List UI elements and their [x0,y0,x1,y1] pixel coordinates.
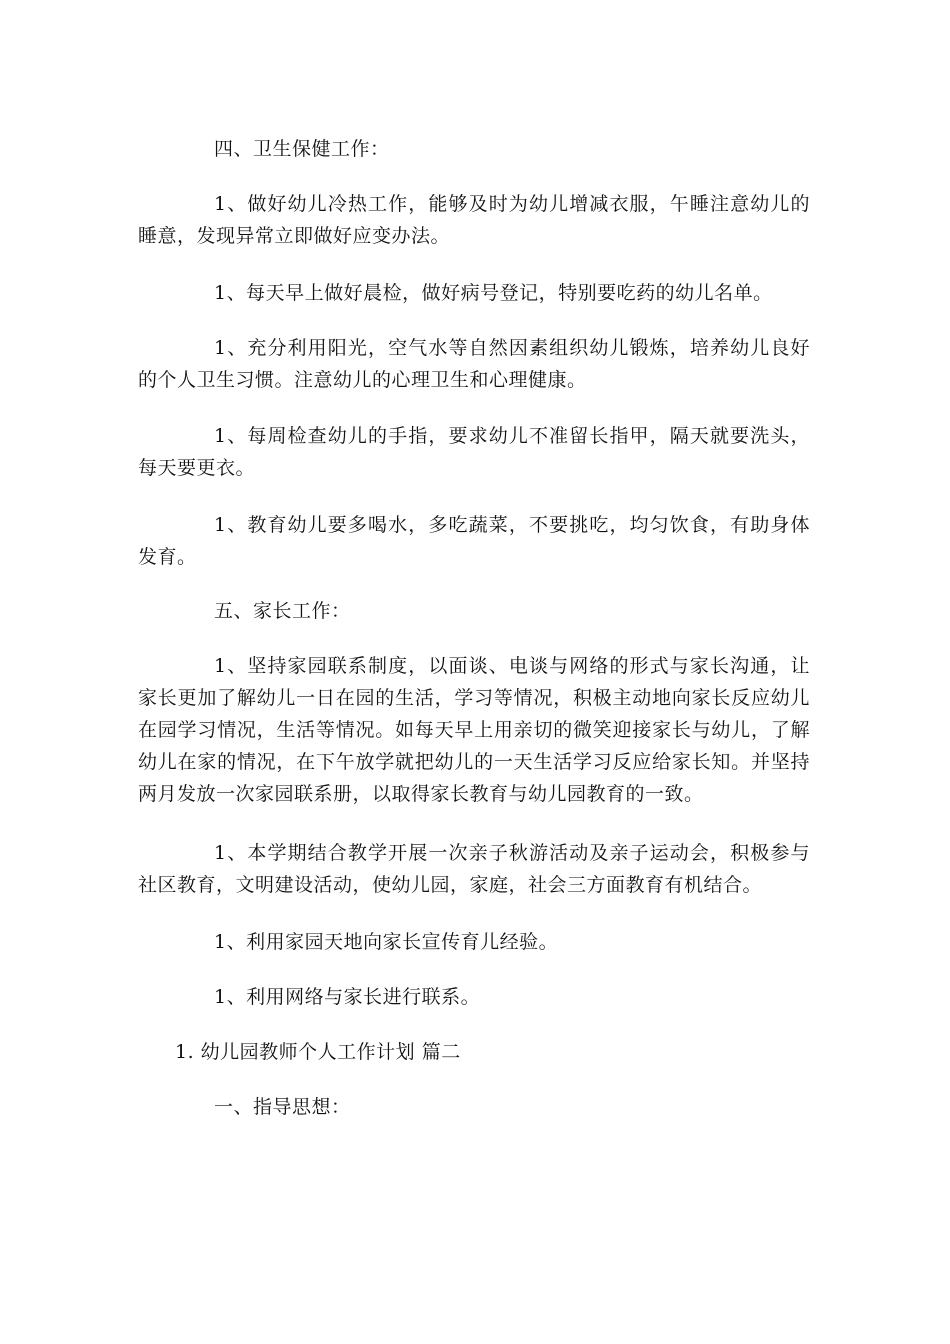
paragraph-parents-2: 1、本学期结合教学开展一次亲子秋游活动及亲子运动会，积极参与社区教育，文明建设活动，使幼儿园，家庭，社会三方面教育有机结合。 [138,842,810,896]
section-heading-hygiene: 四、卫生保健工作： [214,138,390,160]
paragraph-hygiene-3: 1、充分利用阳光，空气水等自然因素组织幼儿锻炼，培养幼儿良好的个人卫生习惯。注意幼儿的心理卫生和心理健康。 [138,337,810,391]
paragraph-hygiene-2: 1、每天早上做好晨检，做好病号登记，特别要吃药的幼儿名单。 [214,282,773,304]
paragraph-parents-3: 1、利用家园天地向家长宣传育儿经验。 [214,931,559,953]
paragraph-hygiene-1: 1、做好幼儿冷热工作，能够及时为幼儿增减衣服，午睡注意幼儿的睡意，发现异常立即做好应变办法。 [138,193,810,247]
paragraph-parents-4: 1、利用网络与家长进行联系。 [214,986,481,1008]
section-heading-guiding: 一、指导思想： [214,1096,351,1118]
paragraph-parents-1: 1、坚持家园联系制度，以面谈、电谈与网络的形式与家长沟通，让家长更加了解幼儿一日在园的生活，学习等情况，积极主动地向家长反应幼儿在园学习情况，生活等情况。如每天早上用亲切的微笑迎接家长与幼儿，了解幼儿在家的情况，在下午放学就把幼儿的一天生活学习反应给家长知。并坚持两月发放一次家园联系册，以取得家长教育与幼儿园教育的一致。 [138,655,810,805]
paragraph-hygiene-4: 1、每周检查幼儿的手指，要求幼儿不准留长指甲，隔天就要洗头，每天要更衣。 [138,425,810,479]
paragraph-hygiene-5: 1、教育幼儿要多喝水，多吃蔬菜，不要挑吃，均匀饮食，有助身体发育。 [138,514,810,568]
section-heading-parents: 五、家长工作： [214,600,351,622]
plan-title: 1. 幼儿园教师个人工作计划 篇二 [175,1041,461,1063]
